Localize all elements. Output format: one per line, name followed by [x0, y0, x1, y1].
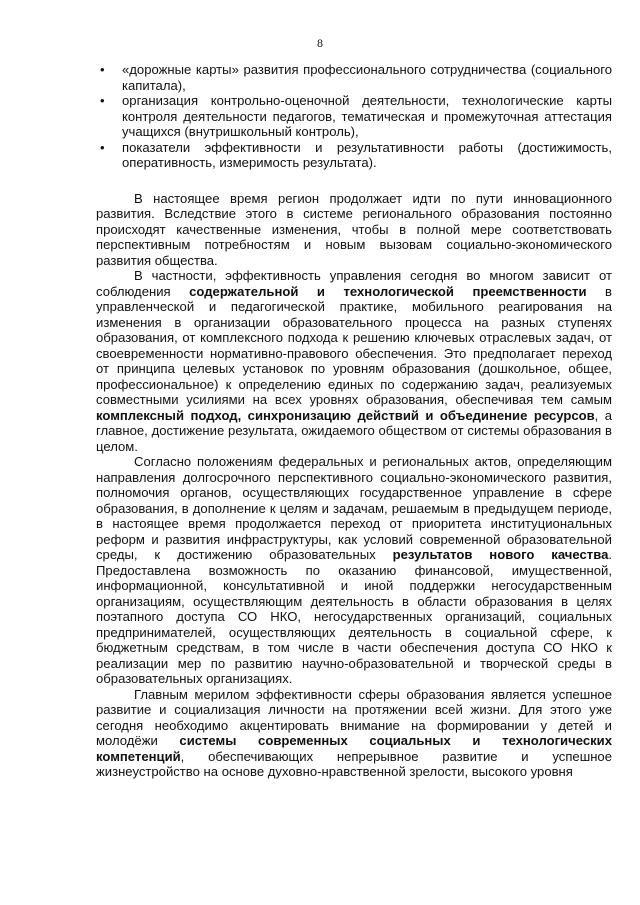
emphasis-text: комплексный подход, синхронизацию действий и объединение ресурсов	[96, 407, 595, 423]
bullet-list	[96, 62, 612, 171]
emphasis-text: результатов нового качества	[392, 547, 609, 562]
paragraph-text: в управленческой и педагогической практике, мобильного реагирования на изменения в организации образовательного процесса на разных ступенях образования, от комплексного подхода к решению ключевых отраслевых задач, от своевременности нормативно-правового обеспечения. Это предполагает переход от принципа целевых установок по уровням образования (дошкольное, общее, профессиональное) к определению единых по содержанию задач, реализуемых совместными усилиями на всех уровнях образования, обеспечивая тем самым	[96, 283, 612, 407]
paragraph-text: Согласно положениям федеральных и региональных актов, определяющим направления долгосрочного перспективного социально-экономического развития, полномочия органов, осуществляющих государственное управление в сфере образования, в дополнение к целям и задачам, решаемым в предыдущем периоде, в настоящее время продолжается переход от приоритета институциональных реформ и развития инфраструктуры, как условий современной образовательной среды, к достижению образовательных	[96, 454, 612, 562]
bullet-icon: •	[100, 93, 105, 108]
list-item-text: «дорожные карты» развития профессионального сотрудничества (социального капитала),	[122, 62, 612, 93]
list-item	[96, 140, 612, 171]
page-content	[96, 62, 612, 780]
paragraph-gap	[96, 171, 612, 191]
paragraph-text: . Предоставлена возможность по оказанию финансовой, имущественной, информационной, консультативной и иной поддержки негосударственным организациям, осуществляющим деятельность в области образования в целях поэтапного доступа СО НКО, негосударственных организаций, социальных предпринимателей, осуществляющих деятельность в социальной сфере, к бюджетным средствам, в том числе в части обеспечения доступа СО НКО к реализации мер по развитию научно-образовательной и творческой среды в образовательных организациях.	[96, 547, 612, 686]
list-item	[96, 62, 612, 93]
bullet-icon: •	[100, 62, 105, 77]
emphasis-text: содержательной и технологической преемственности	[189, 283, 587, 299]
bullet-icon: •	[100, 139, 105, 155]
paragraph-continuity	[96, 268, 612, 454]
list-item-text: организация контрольно-оценочной деятельности, технологические карты контроля деятельности педагогов, тематическая и промежуточная аттестация учащихся (внутришкольный контроль),	[122, 93, 612, 139]
paragraph-text: В настоящее время регион продолжает идти по пути инновационного развития. Вследствие этого в системе регионального образования постоянно происходят качественные изменения, чтобы в полной мере соответствовать перспективным потребностям и новым вызовам социально-экономического развития общества.	[96, 190, 612, 268]
paragraph-text: Главным мерилом эффективности сферы образования является успешное развитие и социализация личности на протяжении всей жизни. Для этого уже сегодня необходимо акцентировать внимание на формировании у детей и молодёжи	[96, 686, 612, 748]
list-item	[96, 93, 612, 140]
paragraph-regulations	[96, 454, 612, 687]
page-number: 8	[317, 36, 323, 50]
emphasis-text: системы современных социальных и технологических компетенций	[96, 733, 612, 764]
paragraph-text: , а главное, достижение результата, ожидаемого обществом от системы образования в целом.	[96, 407, 613, 454]
paragraph-text: В частности, эффективность управления сегодня во многом зависит от соблюдения	[96, 268, 612, 299]
list-item-text: показатели эффективности и результативности работы (достижимость, оперативность, измеримость результата).	[122, 139, 612, 170]
paragraph-innovation	[96, 191, 612, 269]
paragraph-text: , обеспечивающих непрерывное развитие и успешное жизнеустройство на основе духовно-нравственной зрелости, высокого уровня	[96, 748, 612, 779]
paragraph-socialization	[96, 687, 612, 780]
